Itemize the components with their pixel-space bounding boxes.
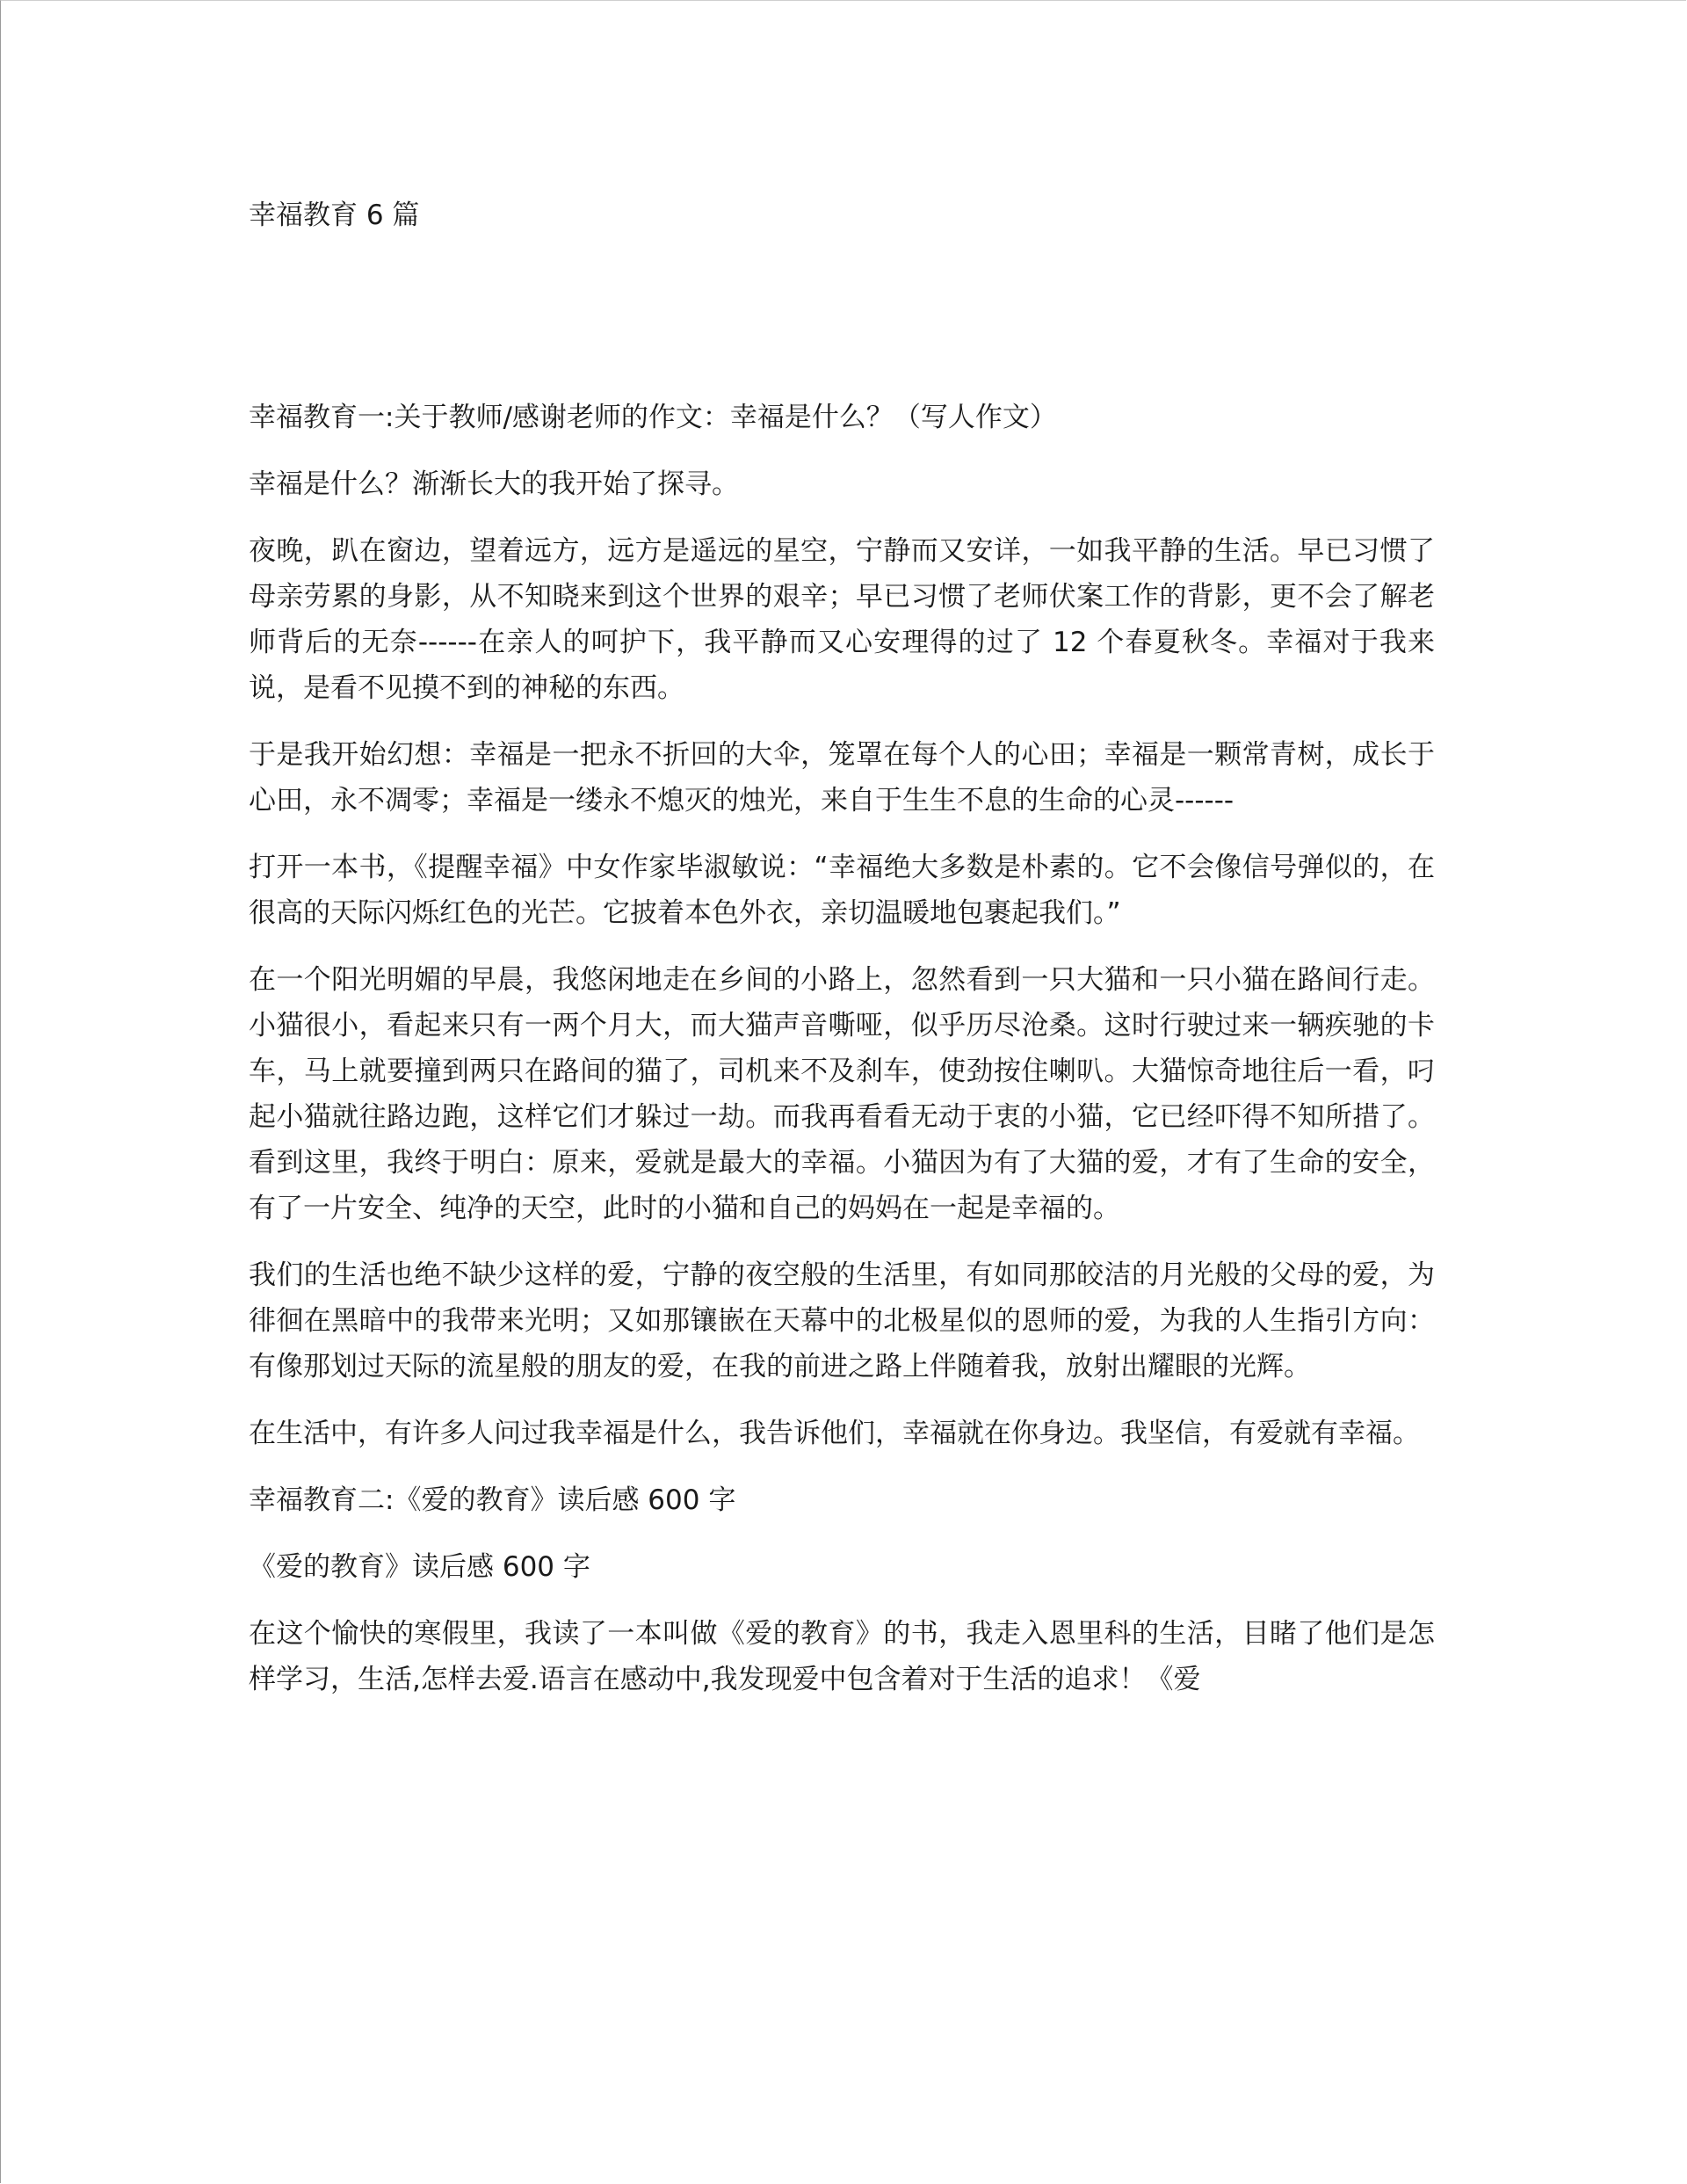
section-two-heading: 幸福教育二:《爱的教育》读后感 600 字 (249, 1484, 736, 1516)
paragraph: 幸福是什么？渐渐长大的我开始了探寻。 (249, 468, 739, 500)
paragraph: 在生活中，有许多人问过我幸福是什么，我告诉他们，幸福就在你身边。我坚信，有爱就有幸福。 (249, 1418, 1420, 1449)
paragraph: 在一个阳光明媚的早晨，我悠闲地走在乡间的小路上，忽然看到一只大猫和一只小猫在路间行走。小猫很小，看起来只有一两个月大，而大猫声音嘶哑，似乎历尽沧桑。这时行驶过来一辆疾驰的卡车，马上就要撞到两只在路间的猫了，司机来不及刹车，使劲按住喇叭。大猫惊奇地往后一看，叼起小猫就往路边跑，这样它们才躲过一劫。而我再看看无动于衷的小猫，它已经吓得不知所措了。看到这里，我终于明白：原来，爱就是最大的幸福。小猫因为有了大猫的爱，才有了生命的安全，有了一片安全、纯净的天空，此时的小猫和自己的妈妈在一起是幸福的。 (249, 964, 1435, 1224)
document-title: 幸福教育 6 篇 (249, 200, 420, 231)
section-one-heading: 幸福教育一:关于教师/感谢老师的作文：幸福是什么？（写人作文） (249, 402, 1057, 433)
section-two-subheading: 《爱的教育》读后感 600 字 (249, 1551, 590, 1583)
paragraph: 打开一本书，《提醒幸福》中女作家毕淑敏说：“幸福绝大多数是朴素的。它不会像信号弹似的，在很高的天际闪烁红色的光芒。它披着本色外衣，亲切温暖地包裹起我们。” (249, 852, 1435, 929)
paragraph: 我们的生活也绝不缺少这样的爱，宁静的夜空般的生活里，有如同那皎洁的月光般的父母的爱，为徘徊在黑暗中的我带来光明；又如那镶嵌在天幕中的北极星似的恩师的爱，为我的人生指引方向：有像那划过天际的流星般的朋友的爱，在我的前进之路上伴随着我，放射出耀眼的光辉。 (249, 1259, 1435, 1382)
document-body (249, 192, 1435, 1702)
paragraph: 于是我开始幻想：幸福是一把永不折回的大伞，笼罩在每个人的心田；幸福是一颗常青树，成长于心田，永不凋零；幸福是一缕永不熄灭的烛光，来自于生生不息的生命的心灵------ (249, 739, 1435, 816)
paragraph: 夜晚，趴在窗边，望着远方，远方是遥远的星空，宁静而又安详，一如我平静的生活。早已习惯了母亲劳累的身影，从不知晓来到这个世界的艰辛；早已习惯了老师伏案工作的背影，更不会了解老师背后的无奈------在亲人的呵护下，我平静而又心安理得的过了 12 个春夏秋冬。幸福对于我来说，是看不见摸不到的神秘的东西。 (249, 535, 1435, 704)
paragraph: 在这个愉快的寒假里，我读了一本叫做《爱的教育》的书，我走入恩里科的生活，目睹了他们是怎样学习，生活,怎样去爱.语言在感动中,我发现爱中包含着对于生活的追求！《爱 (249, 1618, 1435, 1695)
